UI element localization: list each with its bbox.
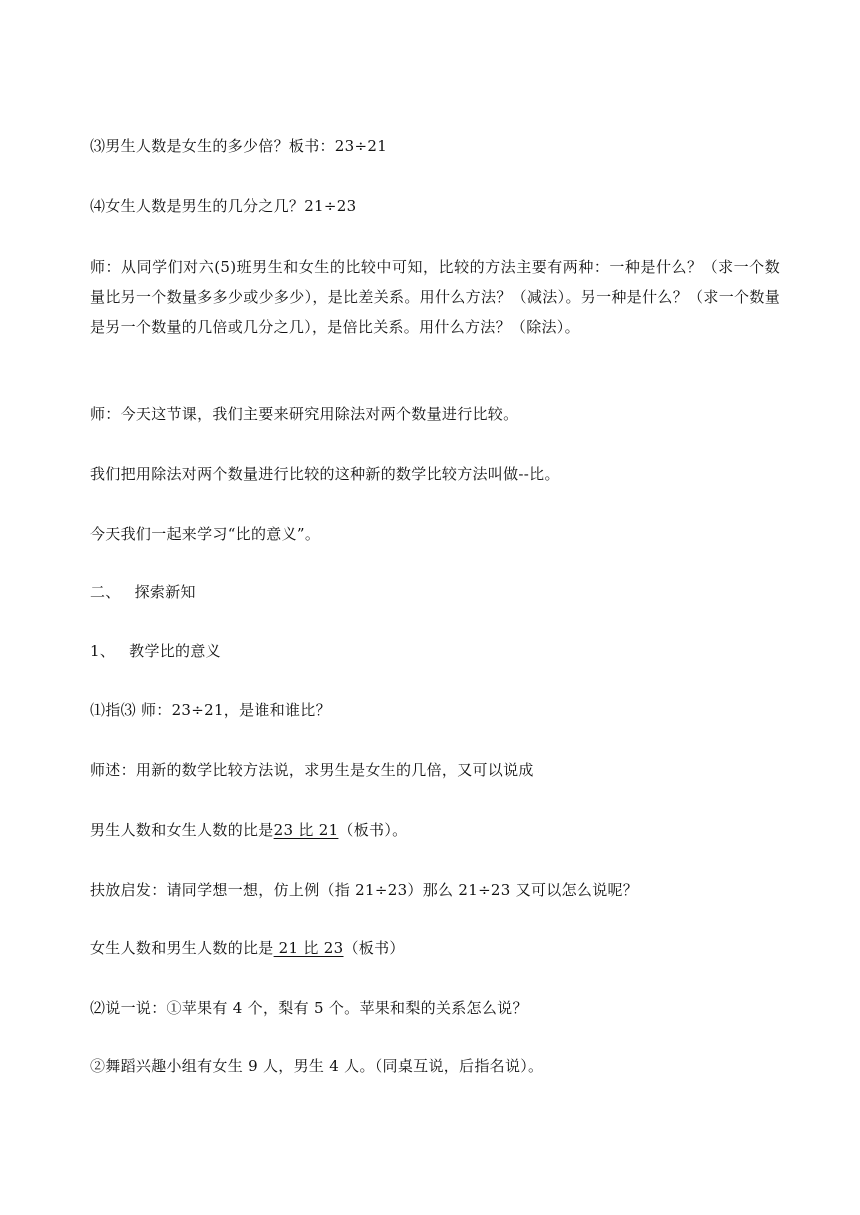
question-3: ⑶男生人数是女生的多少倍？板书：23÷21: [90, 137, 388, 155]
item-title: 教学比的意义: [129, 642, 221, 660]
item-number: 1、: [90, 642, 116, 660]
item-heading: [90, 637, 780, 666]
say-it-line-1: ⑵说一说：①苹果有 4 个，梨有 5 个。苹果和梨的关系怎么说？: [90, 999, 528, 1017]
question-4: ⑷女生人数是男生的几分之几？21÷23: [90, 197, 357, 215]
boys-ratio-line: [90, 816, 780, 845]
teacher-statement-line: 师述：用新的数学比较方法说，求男生是女生的几倍，又可以说成: [90, 761, 534, 779]
girls-ratio-prefix: 女生人数和男生人数的比是: [90, 939, 274, 957]
teacher-summary-paragraph: 师：从同学们对六(5)班男生和女生的比较中可知，比较的方法主要有两种：一种是什么？（求一个数量比另一个数量多多少或少多少），是比差关系。用什么方法？（减法）。另一种是什么？（求一个数量是另一个数量的几倍或几分之几），是倍比关系。用什么方法？（除法）。: [90, 258, 780, 336]
girls-ratio-value: 21 比 23: [273, 939, 344, 957]
section-title: 探索新知: [134, 583, 196, 601]
point-1-line: ⑴指⑶ 师：23÷21，是谁和谁比？: [90, 701, 331, 719]
lesson-intro-line: 今天我们一起来学习“比的意义”。: [90, 525, 321, 543]
guided-question-line: 扶放启发：请同学想一想，仿上例（指 21÷23）那么 21÷23 又可以怎么说呢？: [90, 881, 639, 899]
boys-ratio-suffix: （板书）。: [338, 821, 408, 839]
section-number: 二、: [90, 583, 121, 601]
girls-ratio-suffix: （板书）: [343, 939, 405, 957]
ratio-definition-line: 我们把用除法对两个数量进行比较的这种新的数学比较方法叫做--比。: [90, 465, 560, 483]
section-heading: [90, 578, 780, 607]
boys-ratio-prefix: 男生人数和女生人数的比是: [90, 821, 274, 839]
say-it-line-2: ②舞蹈兴趣小组有女生 9 人，男生 4 人。（同桌互说，后指名说）。: [90, 1057, 544, 1075]
boys-ratio-value: 23 比 21: [273, 821, 339, 839]
teacher-today-line: 师：今天这节课，我们主要来研究用除法对两个数量进行比较。: [90, 405, 519, 423]
girls-ratio-line: [90, 934, 780, 963]
